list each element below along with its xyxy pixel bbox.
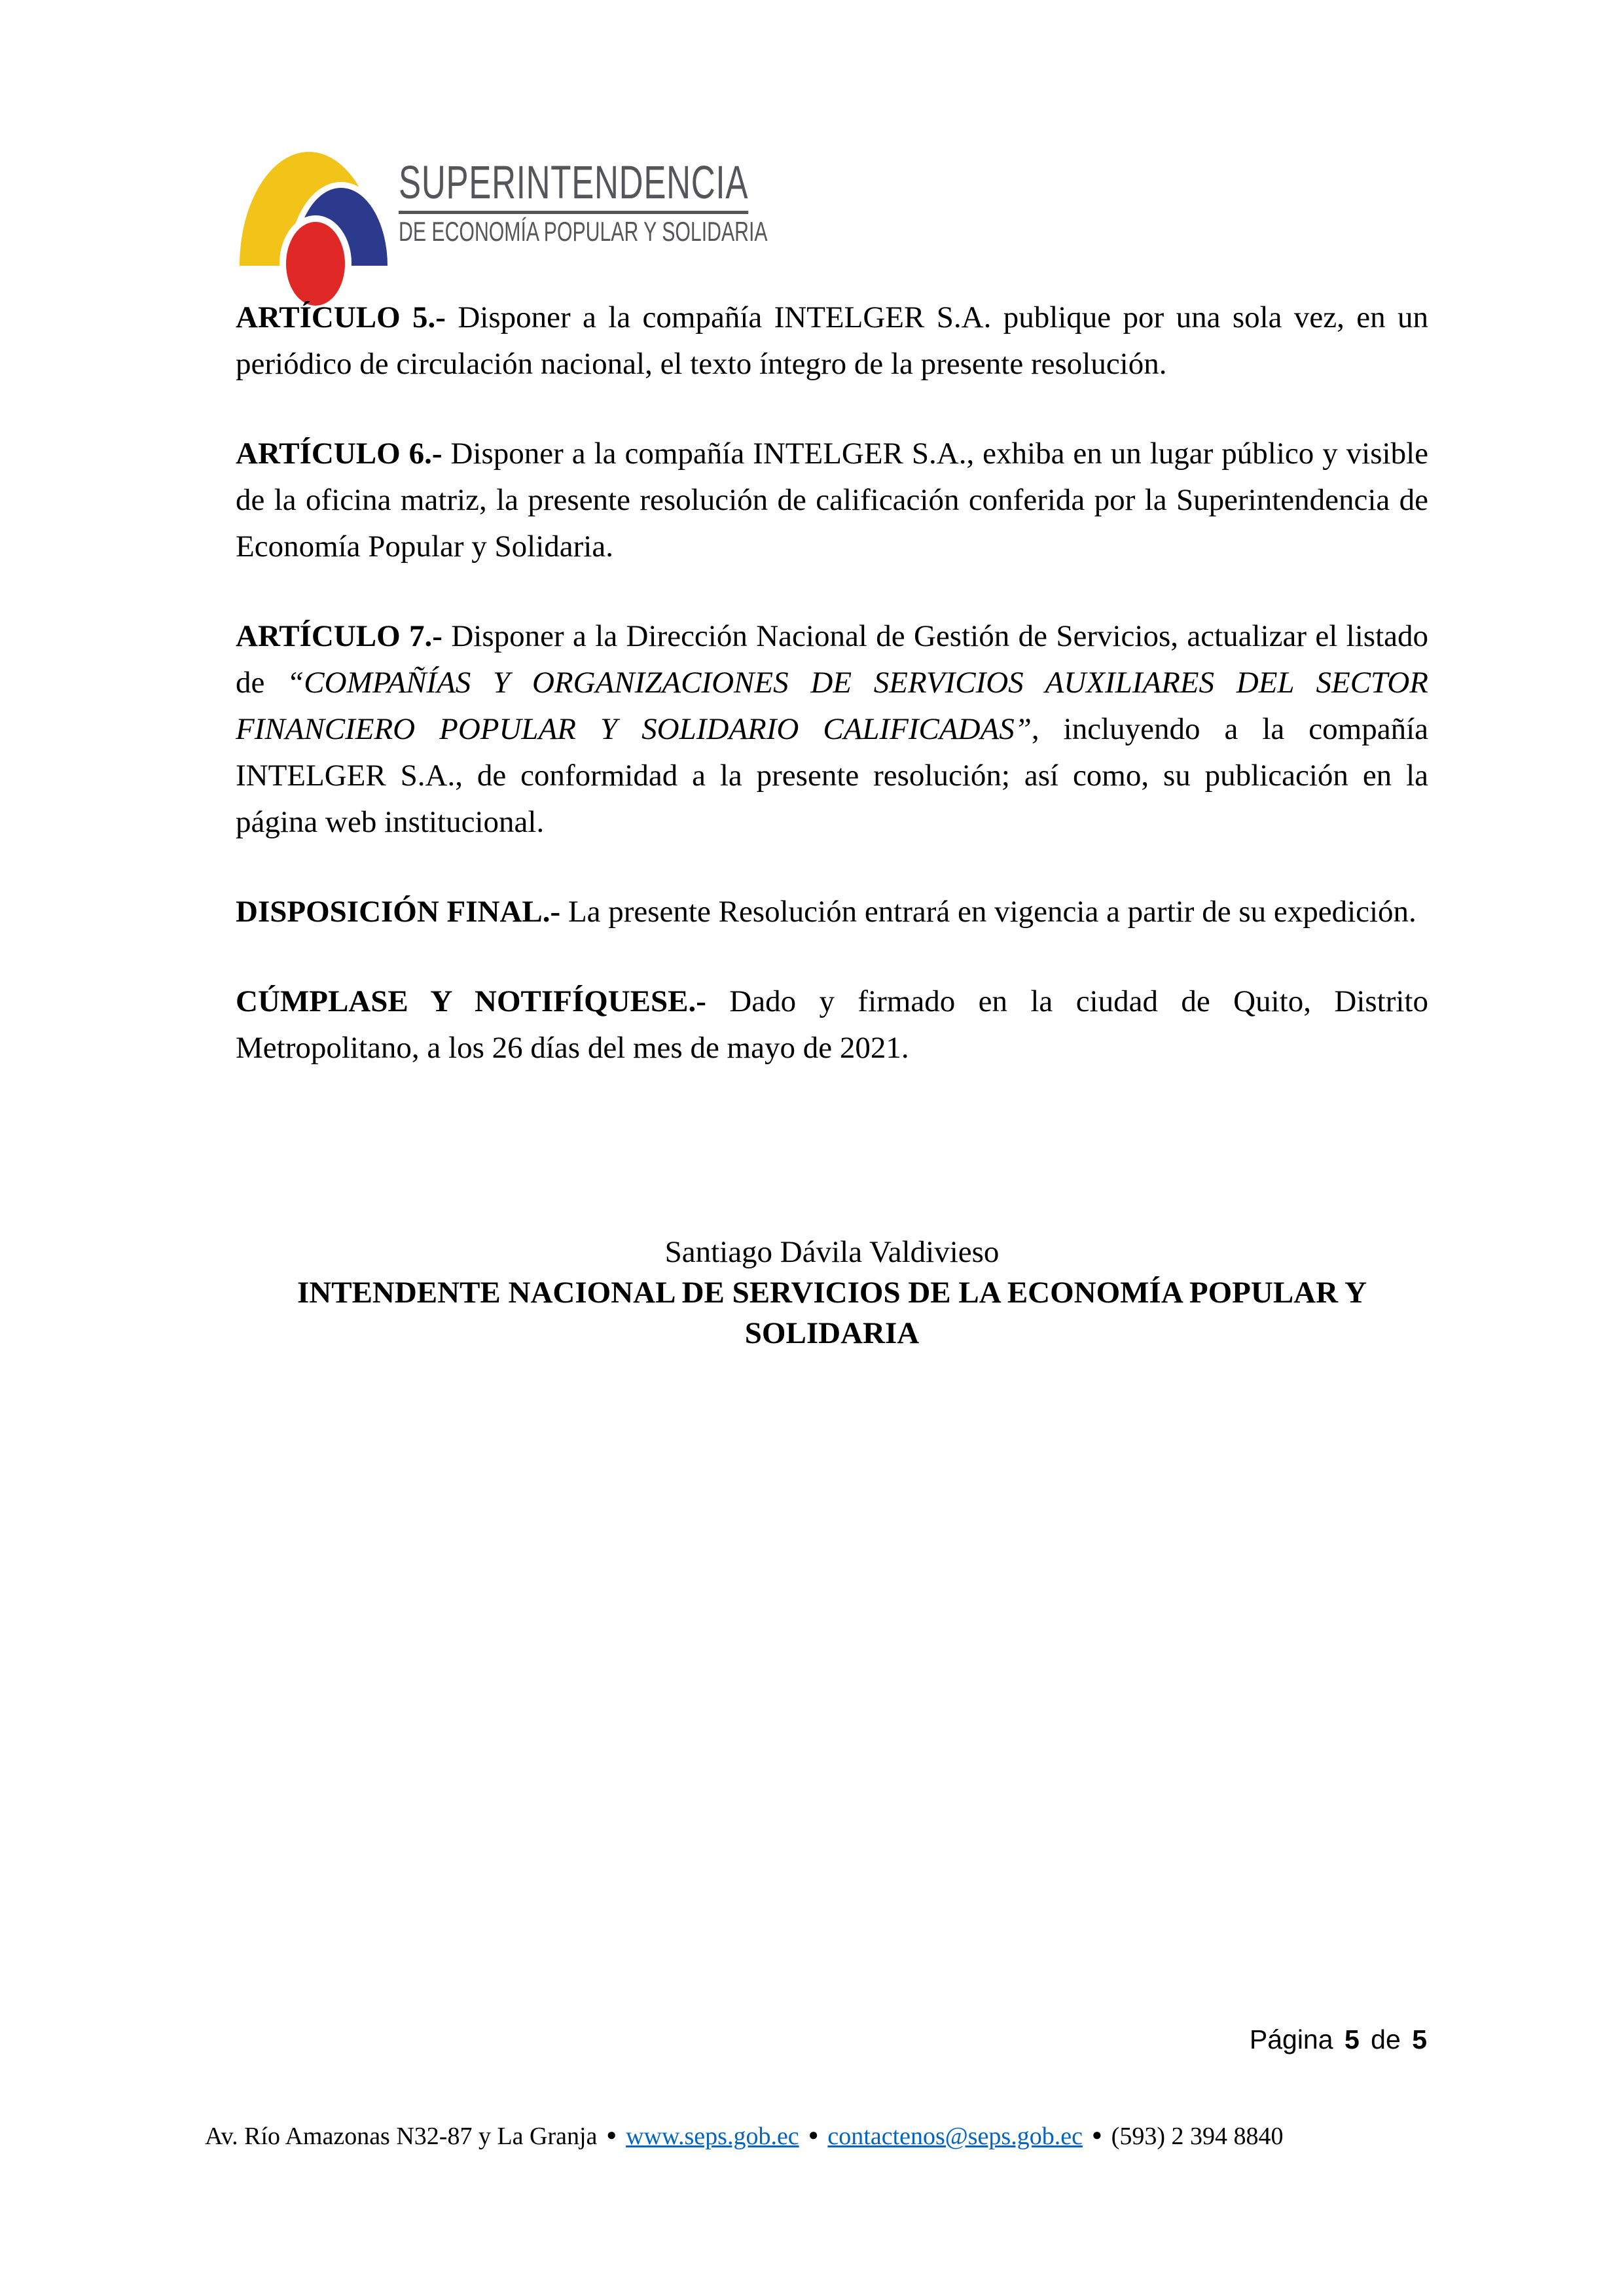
cumplase-text: Dado y firmado en la ciudad de Quito, Distrito Metropolitano, a los 26 días del mes de mayo de 2021. [236,984,1428,1065]
page-number [1246,2025,1427,2054]
footer-phone: (593) 2 394 8840 [1111,2123,1284,2150]
seps-emblem-icon [237,148,394,312]
article-6-paragraph [236,431,1428,570]
logo-wordmark [399,157,857,247]
article-7-text-before: Disponer a la Dirección Nacional de Gestión de Servicios, actualizar el listado de [236,619,1429,700]
footer-address: Av. Río Amazonas N32-87 y La Granja [205,2123,598,2150]
bullet-icon: ● [808,2125,819,2144]
page-footer [205,2121,1283,2151]
cumplase-paragraph [236,978,1428,1071]
page-number-total: 5 [1412,2024,1427,2054]
final-disposition-text: La presente Resolución entrará en vigencia a partir de su expedición. [560,895,1416,929]
logo-title: SUPERINTENDENCIA [399,160,748,214]
signatory-title-line2: SOLIDARIA [744,1316,920,1350]
final-disposition-label: DISPOSICIÓN FINAL.- [236,895,561,929]
signatory-title-line1: INTENDENTE NACIONAL DE SERVICIOS DE LA ECONOMÍA POPULAR Y [297,1276,1367,1310]
email-link[interactable]: contactenos@seps.gob.ec [827,2123,1083,2150]
page-number-separator: de [1371,2024,1401,2054]
page-number-label: Página [1249,2024,1333,2054]
article-7-text-after: , incluyendo a la compañía INTELGER S.A., de conformidad a la presente resolución; así como, su publicación en la página web institucional. [236,712,1428,839]
logo-subtitle: DE ECONOMÍA POPULAR Y SOLIDARIA [399,216,768,247]
bullet-icon: ● [1091,2125,1102,2144]
article-6-text: Disponer a la compañía INTELGER S.A., exhiba en un lugar público y visible de la oficina matriz, la presente resolución de calificación conferida por la Superintendencia de Economía Popular y Solidaria. [236,437,1429,564]
article-7-paragraph [236,613,1428,846]
article-5-text: Disponer a la compañía INTELGER S.A. publique por una sola vez, en un periódico de circulación nacional, el texto íntegro de la presente resolución. [236,300,1429,381]
article-5-paragraph [236,295,1428,387]
emblem-red-circle [286,222,345,306]
bullet-icon: ● [606,2125,617,2144]
article-5-label: ARTÍCULO 5.- [236,300,446,334]
cumplase-label: CÚMPLASE Y NOTIFÍQUESE.- [236,984,706,1018]
resolution-body [236,295,1428,1115]
article-7-label: ARTÍCULO 7.- [236,619,442,653]
website-link[interactable]: www.seps.gob.ec [626,2123,799,2150]
article-6-label: ARTÍCULO 6.- [236,437,442,471]
article-7-quoted-list-name: “COMPAÑÍAS Y ORGANIZACIONES DE SERVICIOS AUXILIARES DEL SECTOR FINANCIERO POPULAR Y SOLIDARIO CALIFICADAS” [236,666,1428,746]
signature-block [236,1232,1428,1354]
final-disposition-paragraph [236,889,1428,935]
page-number-current: 5 [1344,2024,1360,2054]
signatory-name: Santiago Dávila Valdivieso [664,1235,1000,1269]
